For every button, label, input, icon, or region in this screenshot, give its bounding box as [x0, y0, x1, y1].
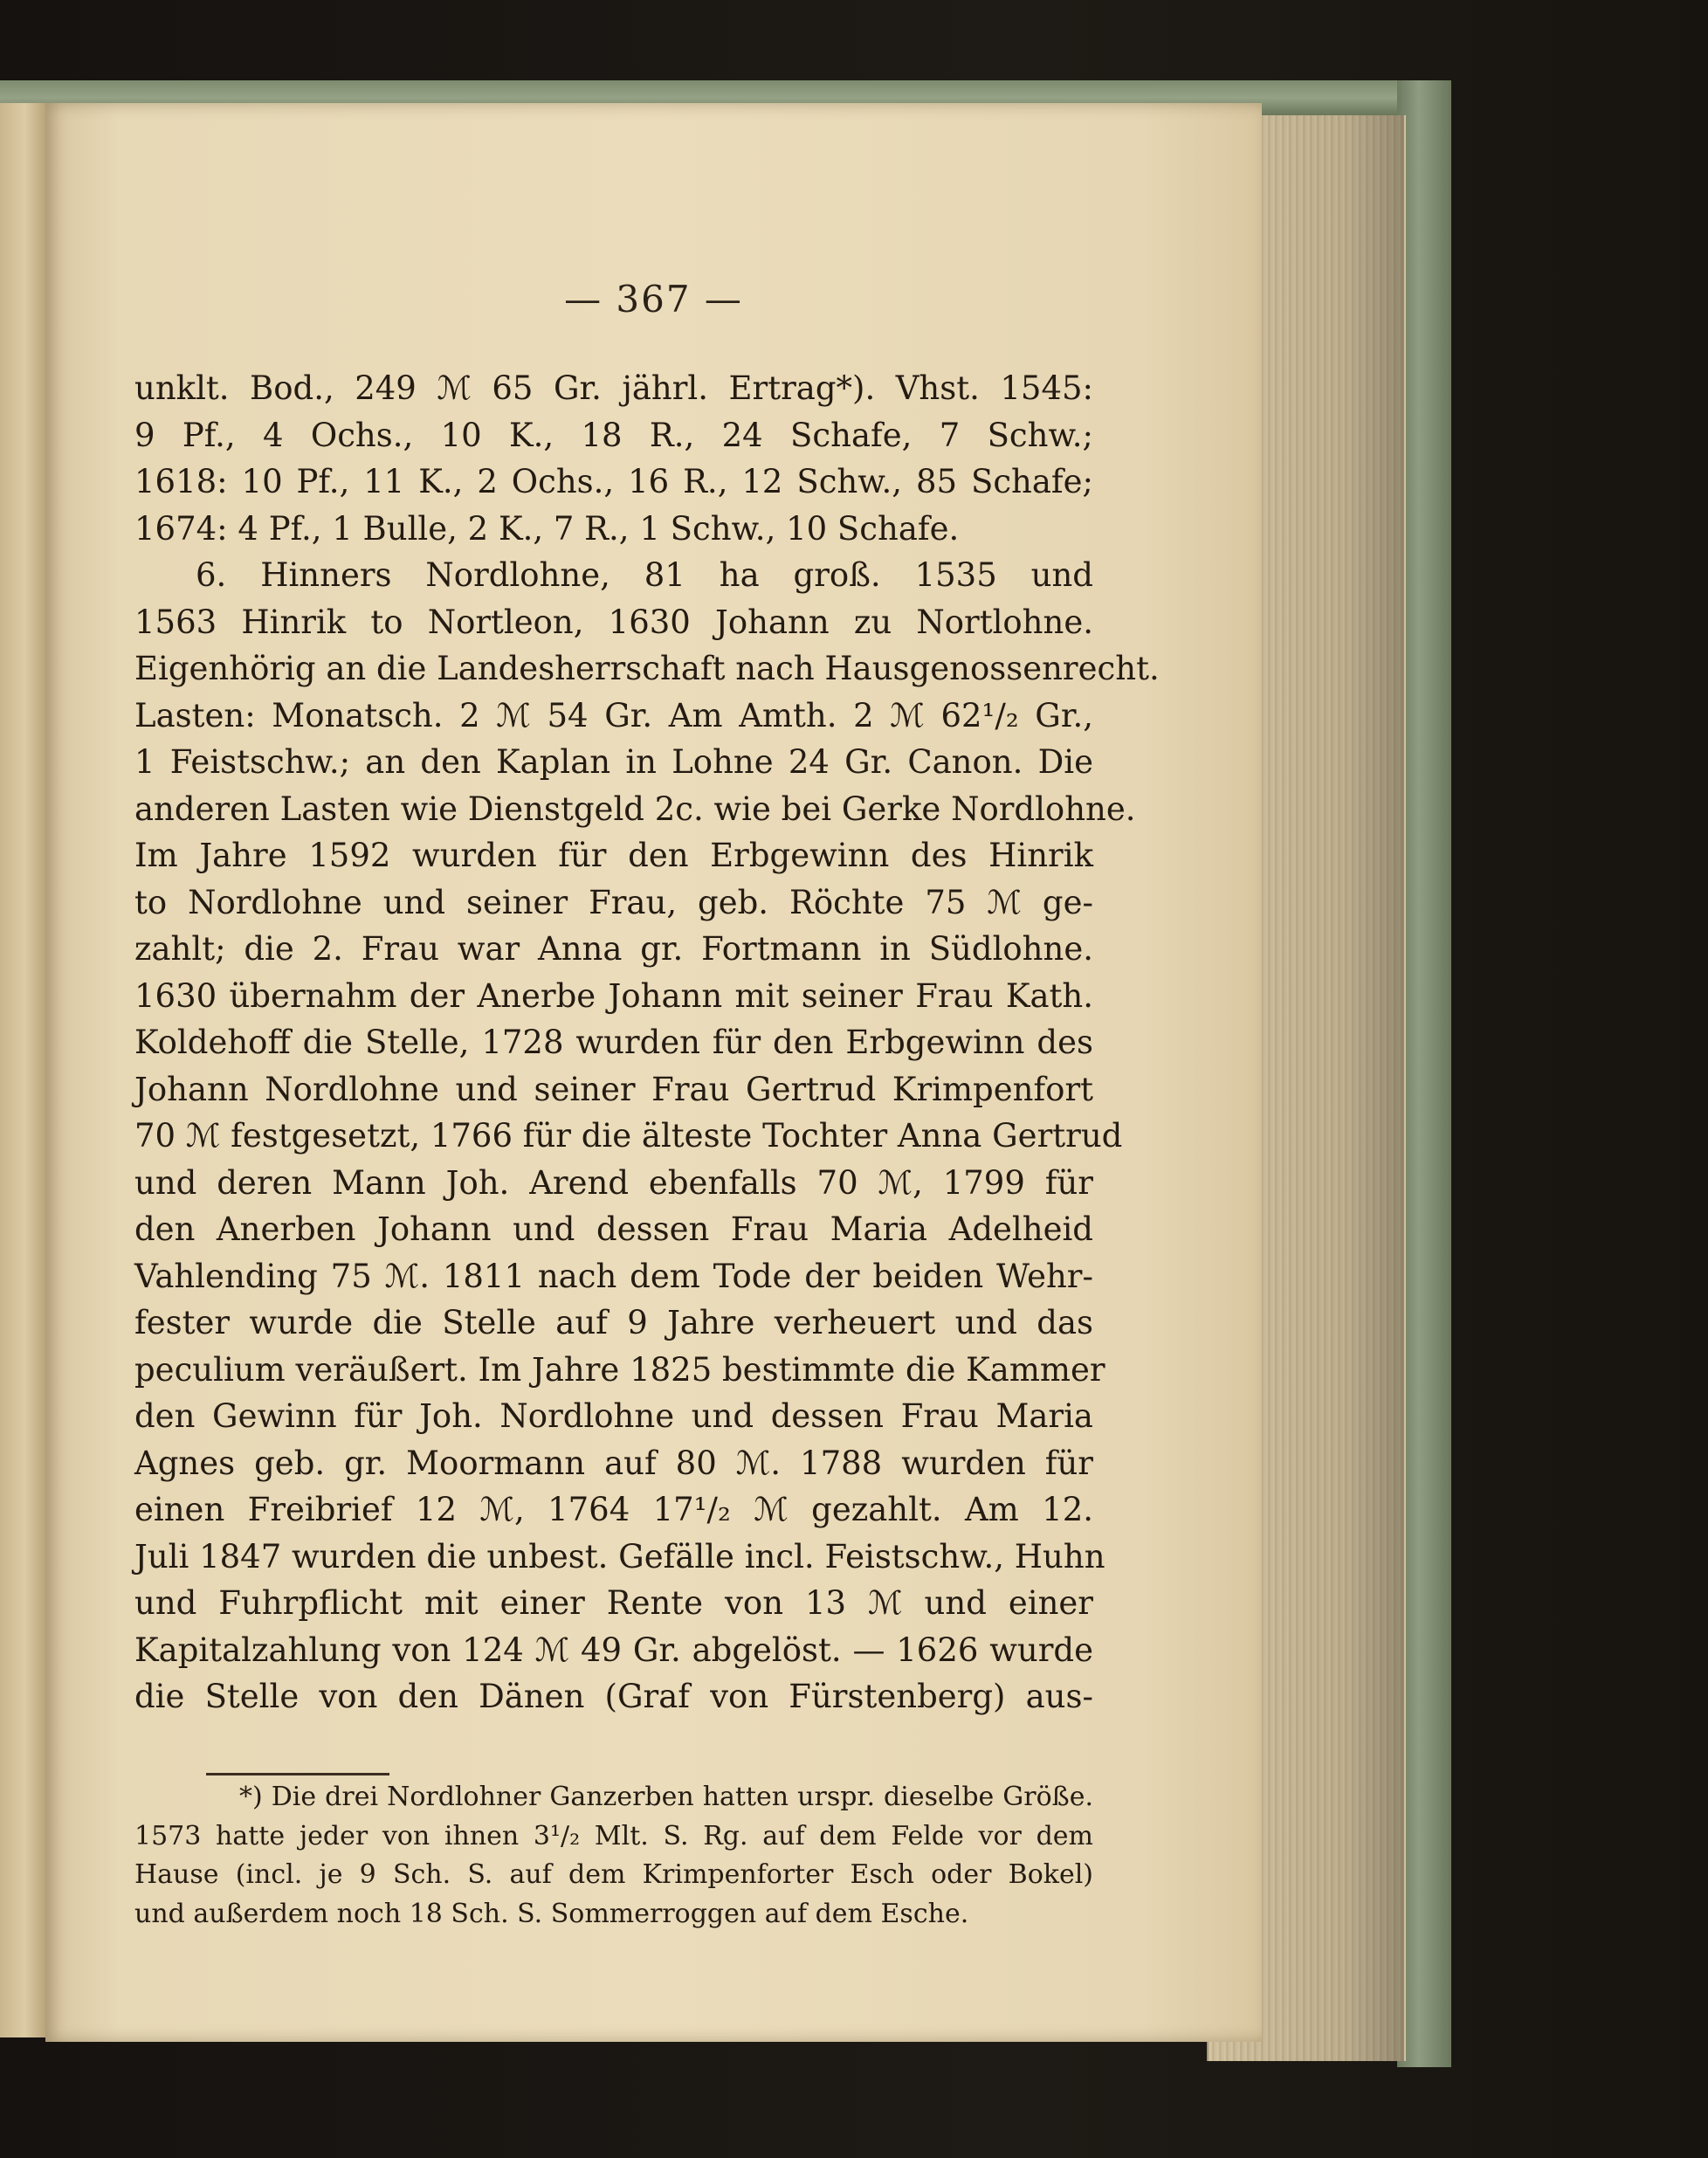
- text-line: Agnes geb. gr. Moormann auf 80 ℳ. 1788 wurden für: [134, 1444, 1093, 1482]
- text-line: 9 Pf., 4 Ochs., 10 K., 18 R., 24 Schafe, 7 Schw.;: [134, 416, 1093, 454]
- text-line: fester wurde die Stelle auf 9 Jahre verheuert und das: [134, 1304, 1093, 1341]
- text-line: und deren Mann Joh. Arend ebenfalls 70 ℳ, 1799 für: [134, 1163, 1093, 1202]
- text-line: Eigenhörig an die Landesherrschaft nach Hausgenossenrecht.: [134, 650, 1160, 687]
- text-line: to Nordlohne und seiner Frau, geb. Röchte 75 ℳ ge-: [134, 883, 1093, 921]
- page-number: — 367 —: [564, 278, 743, 321]
- footnote-line: und außerdem noch 18 Sch. S. Sommerroggen auf dem Esche.: [134, 1898, 969, 1929]
- text-line: und Fuhrpflicht mit einer Rente von 13 ℳ und einer: [134, 1584, 1093, 1622]
- text-line: Kapitalzahlung von 124 ℳ 49 Gr. abgelöst. — 1626 wurde: [134, 1631, 1093, 1669]
- text-line: einen Freibrief 12 ℳ, 1764 17¹/₂ ℳ gezahlt. Am 12.: [134, 1491, 1093, 1528]
- text-line: 1674: 4 Pf., 1 Bulle, 2 K., 7 R., 1 Schw., 10 Schafe.: [134, 509, 960, 548]
- text-line: 1618: 10 Pf., 11 K., 2 Ochs., 16 R., 12 Schw., 85 Schafe;: [134, 463, 1093, 500]
- text-line: Im Jahre 1592 wurden für den Erbgewinn des Hinrik: [134, 837, 1093, 874]
- text-line: unklt. Bod., 249 ℳ 65 Gr. jährl. Ertrag*). Vhst. 1545:: [134, 369, 1093, 407]
- text-line: 1630 übernahm der Anerbe Johann mit seiner Frau Kath.: [134, 976, 1093, 1015]
- text-line: Koldehoff die Stelle, 1728 wurden für den Erbgewinn des: [134, 1024, 1093, 1061]
- footnote-rule: [206, 1773, 389, 1775]
- text-line: zahlt; die 2. Frau war Anna gr. Fortmann in Südlohne.: [134, 930, 1093, 968]
- text-line: Vahlending 75 ℳ. 1811 nach dem Tode der beiden Wehr-: [134, 1257, 1093, 1295]
- book-page: [45, 103, 1262, 2042]
- text-line: Lasten: Monatsch. 2 ℳ 54 Gr. Am Amth. 2 ℳ 62¹/₂ Gr.,: [134, 696, 1093, 734]
- text-line: 6. Hinners Nordlohne, 81 ha groß. 1535 und: [196, 556, 1093, 594]
- previous-page-edge: [0, 103, 47, 2037]
- text-line: Johann Nordlohne und seiner Frau Gertrud Krimpenfort: [134, 1070, 1093, 1108]
- main-text: [134, 365, 1160, 1720]
- text-line: 1563 Hinrik to Nortleon, 1630 Johann zu Nortlohne.: [134, 603, 1093, 641]
- text-line: 70 ℳ festgesetzt, 1766 für die älteste Tochter Anna Gertrud: [134, 1117, 1123, 1155]
- footnote-line: *) Die drei Nordlohner Ganzerben hatten urspr. dieselbe Größe.: [239, 1782, 1093, 1812]
- text-line: den Anerben Johann und dessen Frau Maria Adelheid: [134, 1210, 1093, 1248]
- footnote-line: Hause (incl. je 9 Sch. S. auf dem Krimpenforter Esch oder Bokel): [134, 1859, 1093, 1890]
- text-line: anderen Lasten wie Dienstgeld 2c. wie bei Gerke Nordlohne.: [134, 789, 1136, 828]
- text-line: Juli 1847 wurden die unbest. Gefälle incl. Feistschw., Huhn: [134, 1537, 1105, 1575]
- footnote-line: 1573 hatte jeder von ihnen 3¹/₂ Mlt. S. Rg. auf dem Felde vor dem: [134, 1820, 1093, 1851]
- footnote: [134, 1778, 1093, 1934]
- text-line: 1 Feistschw.; an den Kaplan in Lohne 24 Gr. Canon. Die: [134, 743, 1093, 781]
- text-line: peculium veräußert. Im Jahre 1825 bestimmte die Kammer: [134, 1350, 1105, 1389]
- text-line: den Gewinn für Joh. Nordlohne und dessen Frau Maria: [134, 1397, 1093, 1435]
- text-line: die Stelle von den Dänen (Graf von Fürstenberg) aus-: [134, 1678, 1093, 1715]
